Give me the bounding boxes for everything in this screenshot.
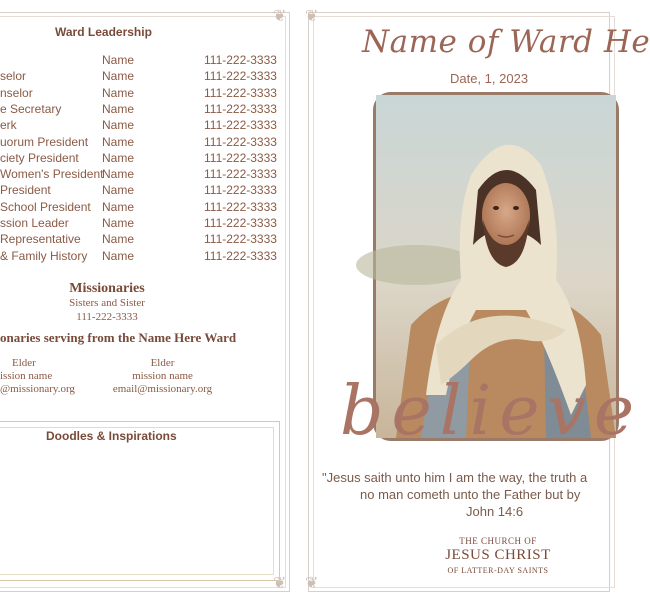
leadership-phone: 111-222-3333 — [204, 167, 277, 182]
corner-flourish-icon: ❦ — [273, 573, 287, 592]
church-subtitle-text: OF LATTER-DAY SAINTS — [447, 566, 549, 575]
leadership-name: Name — [102, 248, 135, 263]
leadership-role: uorum President — [0, 134, 89, 149]
missionary-2-mission: mission name — [132, 370, 193, 382]
leadership-phone: 111-222-3333 — [204, 199, 277, 214]
leadership-role: erk — [0, 118, 17, 133]
leadership-phone: 111-222-3333 — [204, 150, 277, 165]
leadership-phone: 111-222-3333 — [204, 85, 277, 100]
leadership-role: nselor — [0, 85, 33, 100]
leadership-phone: 111-222-3333 — [204, 232, 277, 247]
leadership-phone: 111-222-3333 — [204, 134, 277, 149]
leadership-role: School President — [0, 199, 91, 214]
leadership-row — [0, 53, 300, 69]
missionaries-phone: 111-222-3333 — [76, 311, 138, 323]
leadership-row — [0, 167, 300, 183]
believe-script-text: believe — [340, 372, 643, 451]
church-name-text: JESUS CHRIST — [445, 547, 551, 563]
leadership-phone: 111-222-3333 — [204, 53, 277, 67]
leadership-row — [0, 183, 300, 199]
leadership-name: Name — [102, 69, 135, 84]
leadership-role: e Secretary — [0, 101, 62, 116]
church-the-text: THE CHURCH OF — [459, 536, 537, 546]
leadership-phone: 111-222-3333 — [204, 248, 277, 263]
corner-flourish-icon: ❦ — [305, 6, 319, 25]
missionary-1-mission: ission name — [0, 370, 53, 382]
leadership-row — [0, 216, 300, 232]
leadership-role: Representative — [0, 232, 81, 247]
leadership-role: President — [0, 183, 51, 198]
leadership-row — [0, 135, 300, 151]
leadership-row — [0, 86, 300, 102]
leadership-row — [0, 102, 300, 118]
leadership-name: Name — [102, 183, 135, 198]
date-text: Date, 1, 2023 — [450, 71, 529, 86]
leadership-role: & Family History — [0, 248, 88, 263]
leadership-name: Name — [102, 134, 135, 149]
leadership-phone: 111-222-3333 — [204, 216, 277, 230]
missionaries-title: Missionaries — [69, 281, 145, 296]
missionary-2-title: Elder — [150, 357, 175, 369]
scripture-quote-line-1: "Jesus saith unto him I am the way, the truth a — [322, 470, 588, 485]
leadership-role: ciety President — [0, 150, 79, 165]
missionaries-names: Sisters and Sister — [69, 297, 145, 309]
leadership-role: Women's President — [0, 167, 104, 182]
ward-name-heading: Name of Ward He — [362, 24, 650, 60]
leadership-name: Name — [102, 232, 135, 247]
leadership-row — [0, 118, 300, 134]
ward-leadership-title: Ward Leadership — [55, 25, 152, 39]
leadership-role: selor — [0, 69, 27, 84]
doodles-box-inner — [0, 427, 274, 575]
leadership-row — [0, 151, 300, 167]
corner-flourish-icon: ❦ — [305, 573, 319, 592]
leadership-name: Name — [102, 216, 135, 230]
leadership-row — [0, 232, 300, 248]
leadership-phone: 111-222-3333 — [204, 69, 277, 84]
missionary-2-email: email@missionary.org — [112, 383, 213, 395]
doodles-title: Doodles & Inspirations — [46, 429, 177, 443]
leadership-name: Name — [102, 167, 135, 182]
leadership-row — [0, 69, 300, 85]
leadership-name: Name — [102, 53, 135, 67]
leadership-row — [0, 249, 300, 265]
leadership-row — [0, 200, 300, 216]
leadership-phone: 111-222-3333 — [204, 118, 277, 133]
leadership-name: Name — [102, 199, 135, 214]
corner-flourish-icon: ❦ — [273, 6, 287, 25]
leadership-role: ssion Leader — [0, 216, 69, 230]
missionary-1-email: @missionary.org — [0, 383, 75, 395]
missionary-1-title: Elder — [12, 357, 36, 369]
scripture-reference: John 14:6 — [466, 504, 524, 519]
leadership-phone: 111-222-3333 — [204, 101, 277, 116]
leadership-name: Name — [102, 150, 135, 165]
serving-missionaries-title: onaries serving from the Name Here Ward — [0, 330, 237, 345]
leadership-name: Name — [102, 101, 135, 116]
leadership-name: Name — [102, 85, 135, 100]
scripture-quote-line-2: no man cometh unto the Father but by — [360, 487, 581, 502]
leadership-phone: 111-222-3333 — [204, 183, 277, 198]
leadership-name: Name — [102, 118, 135, 133]
